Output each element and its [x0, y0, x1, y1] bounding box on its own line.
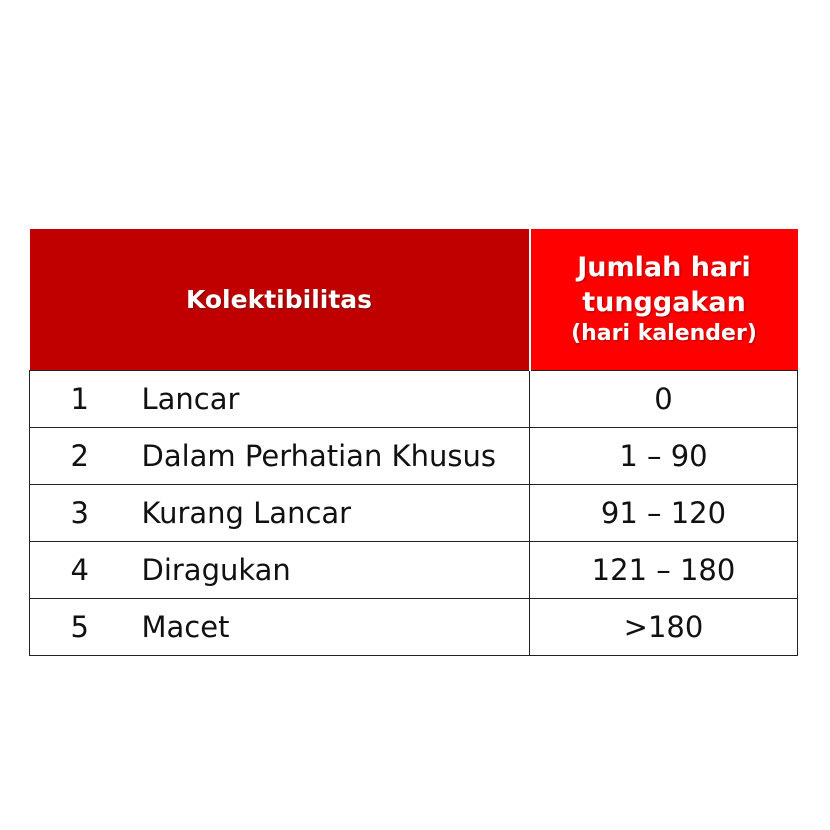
row-category: Kurang Lancar: [130, 485, 530, 542]
table-header: [30, 229, 798, 371]
row-days: >180: [530, 599, 798, 656]
collectibility-table-container: [29, 229, 797, 656]
header-days-line3: (hari kalender): [571, 321, 757, 347]
row-days: 1 – 90: [530, 428, 798, 485]
header-row: [30, 229, 798, 371]
header-days-line1: Jumlah hari: [577, 252, 751, 284]
row-number: 4: [30, 542, 130, 599]
header-days-line2: tunggakan: [582, 287, 746, 319]
row-days: 91 – 120: [530, 485, 798, 542]
row-number: 3: [30, 485, 130, 542]
table-body: [30, 371, 798, 656]
table-row: [30, 542, 798, 599]
table-row: [30, 371, 798, 428]
row-category: Lancar: [130, 371, 530, 428]
row-category: Macet: [130, 599, 530, 656]
table-row: [30, 599, 798, 656]
row-days: 0: [530, 371, 798, 428]
header-kolektibilitas: Kolektibilitas: [30, 229, 530, 371]
table-row: [30, 485, 798, 542]
row-category: Diragukan: [130, 542, 530, 599]
row-days: 121 – 180: [530, 542, 798, 599]
table-row: [30, 428, 798, 485]
header-days-overdue: [530, 229, 798, 371]
row-number: 2: [30, 428, 130, 485]
collectibility-table: [29, 229, 798, 656]
row-number: 1: [30, 371, 130, 428]
row-number: 5: [30, 599, 130, 656]
row-category: Dalam Perhatian Khusus: [130, 428, 530, 485]
